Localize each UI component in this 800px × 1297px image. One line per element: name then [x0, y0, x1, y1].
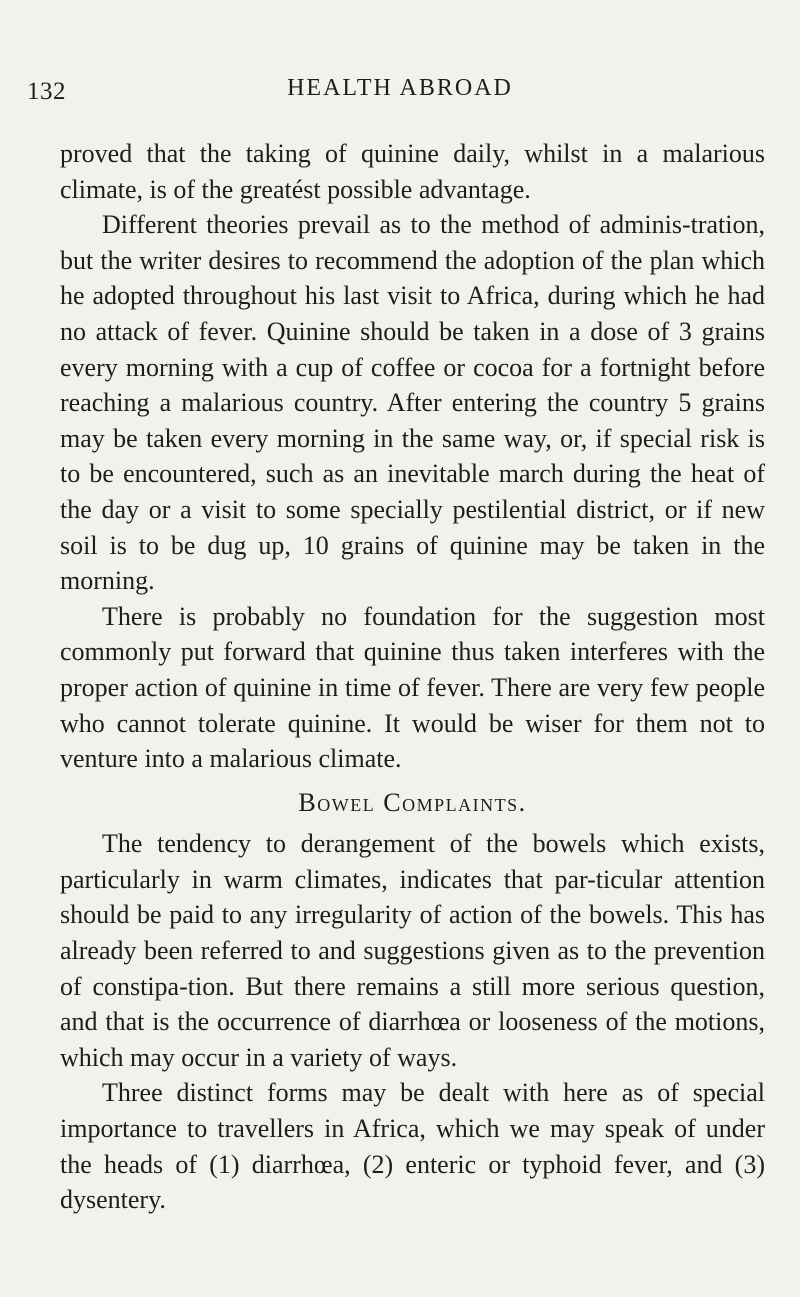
paragraph: proved that the taking of quinine daily, whilst in a malarious climate, is of the greatést possible advantage. [60, 139, 765, 204]
section-heading: Bowel Complaints. [298, 787, 527, 817]
running-title: HEALTH ABROAD [287, 75, 513, 101]
paragraph: There is probably no foundation for the suggestion most commonly put forward that quinine thus taken interferes with the proper action of quinine in time of fever. There are very few people who cannot tolerate quinine. It would be wiser for them not to venture into a malarious climate. [60, 601, 765, 774]
body-text [60, 136, 765, 1218]
page-number: 132 [27, 78, 66, 105]
paragraph: Different theories prevail as to the method of adminis-tration, but the writer desires to recommend the adoption of the plan which he adopted throughout his last visit to Africa, during which he had no attack of fever. Quinine should be taken in a dose of 3 grains every morning with a cup of coffee or cocoa for a fortnight before reaching a malarious country. After entering the country 5 grains may be taken every morning in the same way, or, if special risk is to be encountered, such as an inevitable march during the heat of the day or a visit to some specially pestilential district, or if new soil is to be dug up, 10 grains of quinine may be taken in the morning. [60, 210, 765, 596]
paragraph: The tendency to derangement of the bowels which exists, particularly in warm climates, indicates that par-ticular attention should be paid to any irregularity of action of the bowels. This has already been referred to and suggestions given as to the prevention of constipa-tion. But there remains a still more serious question, and that is the occurrence of diarrhœa or looseness of the motions, which may occur in a variety of ways. [60, 829, 765, 1072]
paragraph: Three distinct forms may be dealt with here as of special importance to travellers in Africa, which we may speak of under the heads of (1) diarrhœa, (2) enteric or typhoid fever, and (3) dysentery. [60, 1078, 765, 1215]
